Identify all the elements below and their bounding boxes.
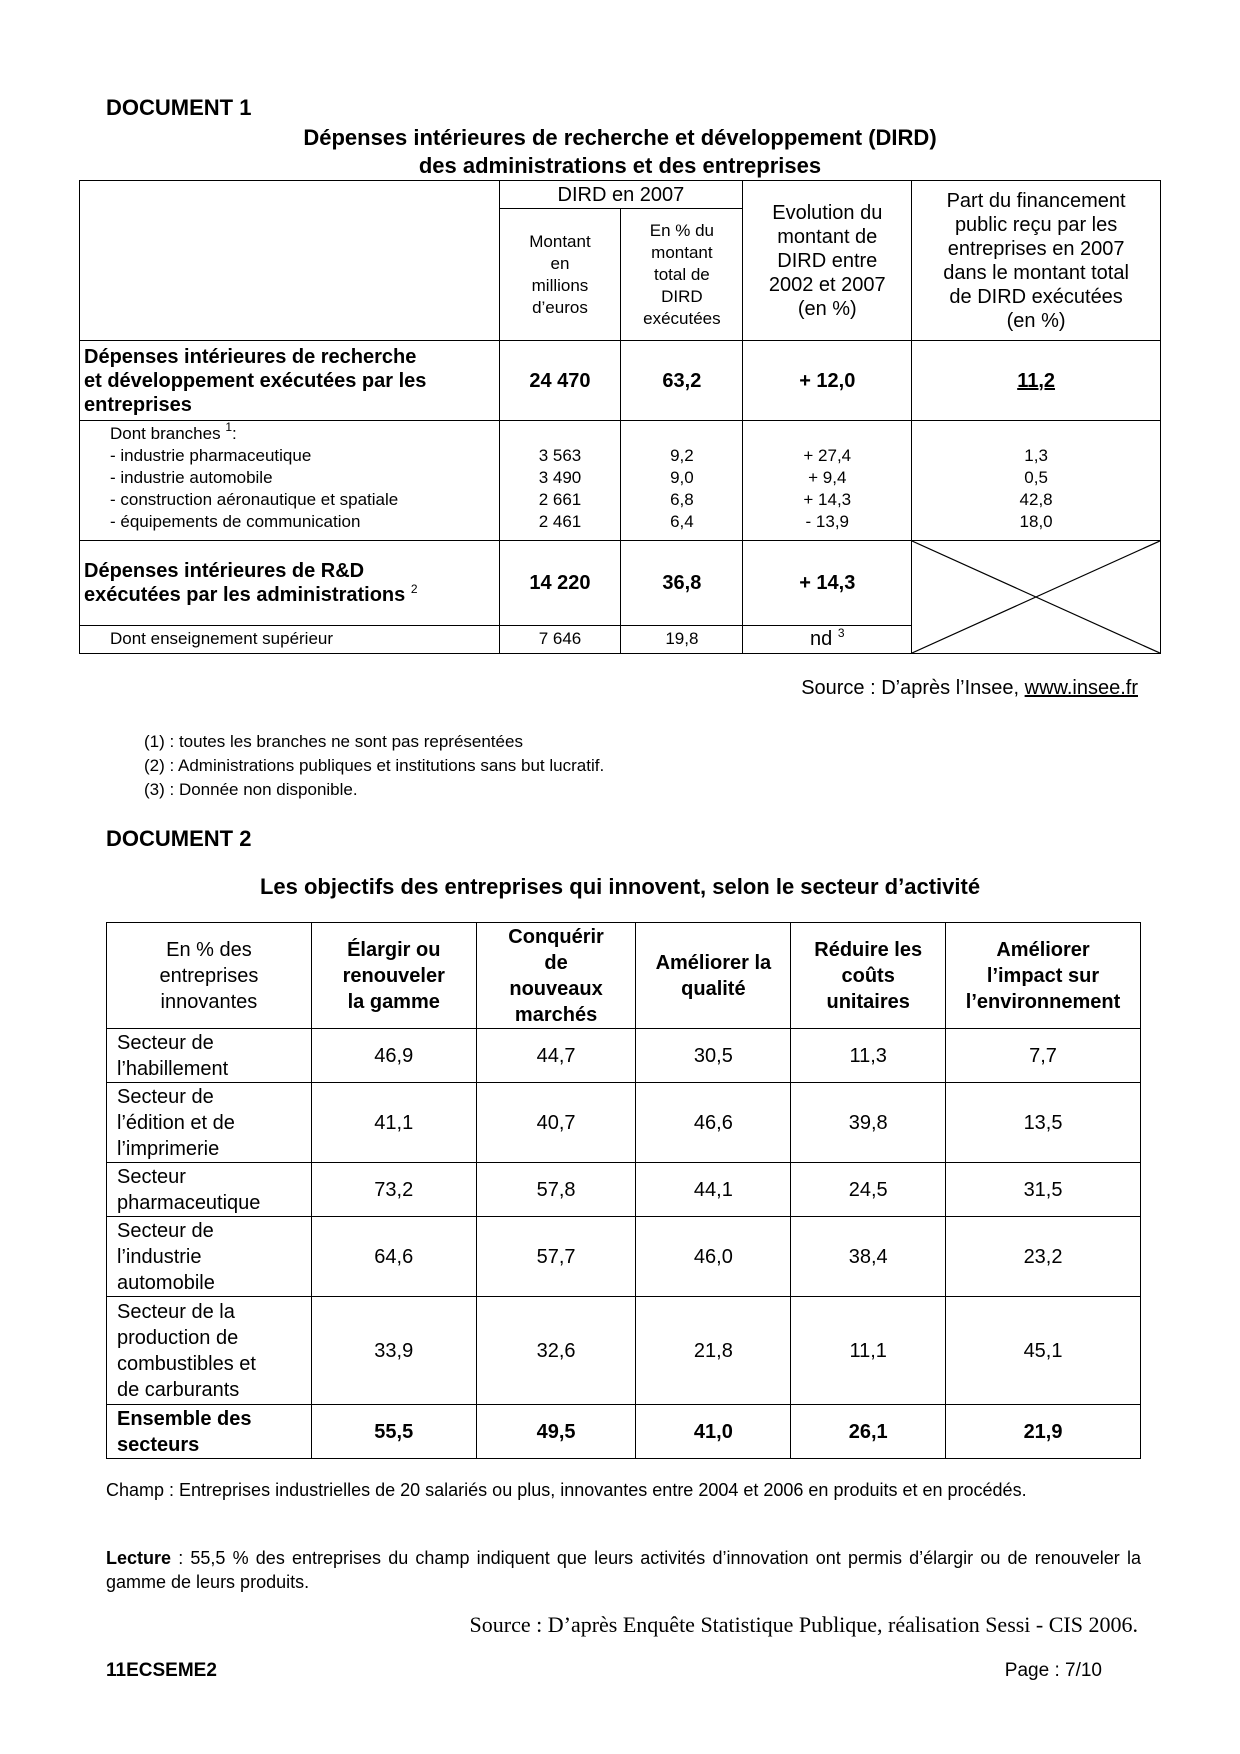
dird-cell: + 14,3 <box>743 541 912 626</box>
dird-branches-montant: 3 563 3 490 2 661 2 461 <box>499 421 621 541</box>
dird-sup-evolution: nd $^3$ <box>743 625 912 653</box>
doc1-notes <box>144 730 604 802</box>
table-cell: 73,2 <box>311 1163 476 1217</box>
table-cell: 44,7 <box>476 1029 636 1083</box>
dird-table <box>79 180 1161 654</box>
doc1-title <box>80 124 1160 180</box>
table-cell: 21,8 <box>636 1297 791 1405</box>
table-cell: 46,9 <box>311 1029 476 1083</box>
objectifs-header-cell: Conquérir de nouveaux marchés <box>476 923 636 1029</box>
dird-header-pct: En % du montant total de DIRD exécutées <box>621 209 743 341</box>
row-label: Secteur pharmaceutique <box>107 1163 312 1217</box>
dird-sup-label: Dont enseignement supérieur <box>80 625 500 653</box>
doc1-source: Source : D’après l’Insee, www.insee.fr <box>801 677 1138 699</box>
insee-link[interactable]: www.insee.fr <box>1024 677 1138 699</box>
dird-row-branches <box>80 421 1161 541</box>
table-cell: 55,5 <box>311 1405 476 1459</box>
table-cell: 57,7 <box>476 1217 636 1297</box>
table-row <box>107 1297 1141 1405</box>
footer-code: 11ECSEME2 <box>106 1660 217 1681</box>
dird-cell: 11,2 <box>912 341 1161 421</box>
dird-cell: 19,8 <box>621 625 743 653</box>
row-label: Ensemble des secteurs <box>107 1405 312 1459</box>
dird-cell: 24 470 <box>499 341 621 421</box>
table-cell: 30,5 <box>636 1029 791 1083</box>
row-label: Secteur de la production de combustibles et de carburants <box>107 1297 312 1405</box>
table-cell: 24,5 <box>791 1163 946 1217</box>
footer-page-number: Page : 7/10 <box>1004 1660 1102 1681</box>
doc1-title-line2: des administrations et des entreprises <box>418 153 822 178</box>
objectifs-header-cell: Améliorer la qualité <box>636 923 791 1029</box>
dird-cell: + 12,0 <box>743 341 912 421</box>
dird-header-empty <box>80 181 500 341</box>
dird-crossed-cell <box>912 541 1161 654</box>
dird-branches-labels: Dont branches $^1$: - industrie pharmaceutique - industrie automobile - construction aéronautique et spatiale - équipements de communication <box>80 421 500 541</box>
table-cell: 7,7 <box>946 1029 1141 1083</box>
doc1-label: DOCUMENT 1 <box>106 95 252 120</box>
table-cell: 39,8 <box>791 1083 946 1163</box>
table-cell: 23,2 <box>946 1217 1141 1297</box>
table-row-total <box>107 1405 1141 1459</box>
doc1-title-line1: Dépenses intérieures de recherche et développement (DIRD) <box>303 125 937 150</box>
objectifs-header-cell: En % des entreprises innovantes <box>107 923 312 1029</box>
row-label: Secteur de l’industrie automobile <box>107 1217 312 1297</box>
dird-branches-pct: 9,2 9,0 6,8 6,4 <box>621 421 743 541</box>
dird-row-entreprises <box>80 341 1161 421</box>
table-cell: 21,9 <box>946 1405 1141 1459</box>
table-cell: 11,3 <box>791 1029 946 1083</box>
table-cell: 46,6 <box>636 1083 791 1163</box>
dird-admin-label: Dépenses intérieures de R&D exécutées par les administrations $^2$ <box>80 541 500 626</box>
table-cell: 13,5 <box>946 1083 1141 1163</box>
doc2-champ: Champ : Entreprises industrielles de 20 salariés ou plus, innovantes entre 2004 et 2006 en produits et en procédés. <box>106 1480 1027 1500</box>
table-cell: 33,9 <box>311 1297 476 1405</box>
cross-mark <box>912 541 1160 653</box>
dird-cell: 14 220 <box>499 541 621 626</box>
dird-row-label: Dépenses intérieures de recherche et développement exécutées par les entreprises <box>80 341 500 421</box>
table-row <box>107 1029 1141 1083</box>
objectifs-table <box>106 922 1141 1459</box>
dird-branches-part: 1,3 0,5 42,8 18,0 <box>912 421 1161 541</box>
table-cell: 38,4 <box>791 1217 946 1297</box>
dird-header-2007: DIRD en 2007 <box>499 181 743 209</box>
table-cell: 49,5 <box>476 1405 636 1459</box>
doc2-label: DOCUMENT 2 <box>106 826 252 851</box>
dird-row-admin <box>80 541 1161 626</box>
note-1: (1) : toutes les branches ne sont pas représentées <box>144 732 523 751</box>
dird-cell: 7 646 <box>499 625 621 653</box>
table-cell: 64,6 <box>311 1217 476 1297</box>
table-cell: 32,6 <box>476 1297 636 1405</box>
doc2-title: Les objectifs des entreprises qui innovent, selon le secteur d’activité <box>259 874 981 899</box>
table-cell: 57,8 <box>476 1163 636 1217</box>
doc2-source: Source : D’après Enquête Statistique Publique, réalisation Sessi - CIS 2006. <box>469 1612 1138 1637</box>
table-cell: 44,1 <box>636 1163 791 1217</box>
table-cell: 40,7 <box>476 1083 636 1163</box>
dird-header-montant: Montant en millions d’euros <box>499 209 621 341</box>
dird-header-evolution: Evolution du montant de DIRD entre 2002 et 2007 (en %) <box>743 181 912 341</box>
table-cell: 46,0 <box>636 1217 791 1297</box>
table-row <box>107 1083 1141 1163</box>
table-cell: 26,1 <box>791 1405 946 1459</box>
table-row <box>107 1163 1141 1217</box>
row-label: Secteur de l’édition et de l’imprimerie <box>107 1083 312 1163</box>
note-3: (3) : Donnée non disponible. <box>144 780 358 799</box>
dird-cell: 63,2 <box>621 341 743 421</box>
table-cell: 41,1 <box>311 1083 476 1163</box>
dird-header-part: Part du financement public reçu par les entreprises en 2007 dans le montant total de DIRD exécutées (en %) <box>912 181 1161 341</box>
dird-branches-evolution: + 27,4 + 9,4 + 14,3 - 13,9 <box>743 421 912 541</box>
note-2: (2) : Administrations publiques et institutions sans but lucratif. <box>144 756 605 775</box>
table-cell: 11,1 <box>791 1297 946 1405</box>
doc2-lecture: Lecture : 55,5 % des entreprises du champ indiquent que leurs activités d’innovation ont permis d’élargir ou de renouveler la gamme de leurs produits. <box>106 1548 1141 1592</box>
table-row <box>107 1217 1141 1297</box>
table-cell: 41,0 <box>636 1405 791 1459</box>
objectifs-header-cell: Améliorer l’impact sur l’environnement <box>946 923 1141 1029</box>
table-cell: 45,1 <box>946 1297 1141 1405</box>
objectifs-header-cell: Élargir ou renouveler la gamme <box>311 923 476 1029</box>
table-cell: 31,5 <box>946 1163 1141 1217</box>
row-label: Secteur de l’habillement <box>107 1029 312 1083</box>
objectifs-header-row <box>107 923 1141 1029</box>
dird-branches-intro: Dont branches $^1$: <box>110 420 237 443</box>
objectifs-header-cell: Réduire les coûts unitaires <box>791 923 946 1029</box>
dird-cell: 36,8 <box>621 541 743 626</box>
